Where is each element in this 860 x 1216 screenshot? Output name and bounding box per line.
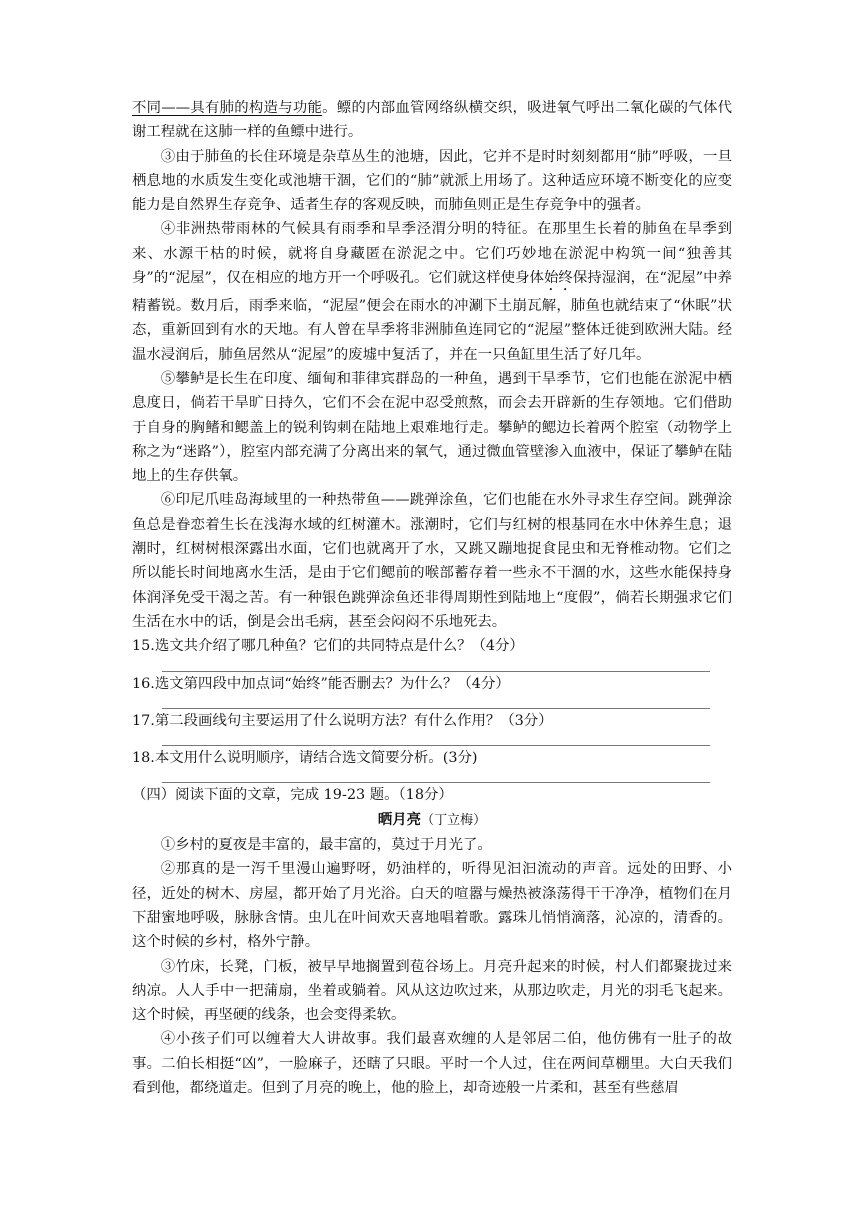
paragraph-5: ⑤攀鲈是长生在印度、缅甸和菲律宾群岛的一种鱼，遇到干旱季节，它们也能在淤泥中栖息度日，倘若干旱旷日持久，它们不会在泥中忍受煎熬，而会去开辟新的生存领地。它们借助于自身的胸鳍和鳃盖上的锐利钩刺在陆地上艰难地行走。攀鲈的鳃边长着两个腔室（动物学上称之为“迷路”），腔室内部充满了分离出来的氧气，通过微血管壁渗入血液中，保证了攀鲈在陆地上的生存供氧。 [132, 370, 732, 485]
paragraph-3: ③由于肺鱼的长住环境是杂草丛生的池塘，因此，它并不是时时刻刻都用“肺”呼吸，一旦栖息地的水质发生变化或池塘干涸，它们的“肺”就派上用场了。这种适应环境不断变化的应变能力是自然界生存竞争、适者生存的客观反映，而肺鱼则正是生存竞争中的强者。 [132, 148, 732, 214]
dotted-word: 始终 [543, 270, 573, 287]
answer-line[interactable] [162, 659, 710, 672]
question-16: 16.选文第四段中加点词“始终”能否删去？为什么？（4分） [132, 675, 510, 692]
underlined-sentence: 不同——具有肺的构造与功能 [132, 100, 323, 116]
question-17: 17.第二段画线句主要运用了什么说明方法？有什么作用？（3分） [132, 712, 553, 729]
article-paragraph-4: ④小孩子们可以缠着大人讲故事。我们最喜欢缠的人是邻居二伯，他仿佛有一肚子的故事。二伯长相挺“凶”，一脸麻子，还瞎了只眼。平时一个人过，住在两间草棚里。大白天我们看到他，都绕道走。但到了月亮的晚上，他的脸上，却奇迹般一片柔和，甚至有些慈眉 [132, 1031, 732, 1096]
article-paragraph-2: ②那真的是一泻千里漫山遍野呀，奶油样的，听得见汩汩流动的声音。远处的田野、小径，近处的树木、房屋，都开始了月光浴。白天的喧嚣与燥热被涤荡得干干净净，植物们在月下甜蜜地呼吸，脉脉含情。虫儿在叶间欢天喜地唱着歌。露珠儿悄悄滴落，沁凉的，清香的。这个时候的乡村，格外宁静。 [132, 861, 732, 951]
section-heading: （四）阅读下面的文章，完成 19-23 题。（18分） [132, 787, 453, 804]
article-title: 晒月亮（丁立梅） [377, 810, 487, 828]
question-15: 15.选文共介绍了哪几种鱼？它们的共同特点是什么？（4分） [132, 638, 524, 655]
question-18: 18.本文用什么说明顺序，请结合选文简要分析。(3分) [132, 750, 478, 767]
document-page [132, 96, 732, 1100]
answer-line[interactable] [162, 770, 710, 783]
article-author: （丁立梅） [421, 812, 487, 828]
article-paragraph-1: ①乡村的夏夜是丰富的，最丰富的，莫过于月光了。 [160, 837, 492, 854]
paragraph-6: ⑥印尼爪哇岛海域里的一种热带鱼——跳弹涂鱼，它们也能在水外寻求生存空间。跳弹涂鱼总是眷恋着生长在浅海水域的红树灌木。涨潮时，它们与红树的根基同在水中休养生息；退潮时，红树树根深露出水面，它们也就离开了水，又跳又蹦地捉食昆虫和无脊椎动物。它们之所以能长时间地离水生活，是由于它们鳃前的喉部蓄存着一些永不干涸的水，这些水能保持身体润泽免受干渴之苦。有一种银色跳弹涂鱼还非得周期性到陆地上“度假”，倘若长期强求它们生活在水中的话，倒是会出毛病，甚至会闷闷不乐地死去。 [132, 492, 732, 630]
answer-line[interactable] [162, 696, 710, 709]
passage-intro: 不同——具有肺的构造与功能。鳔的内部血管网络纵横交织，吸进氧气呼出二氧化碳的气体代谢工程就在这肺一样的鱼鳔中进行。 [132, 100, 732, 141]
paragraph-4: ④非洲热带雨林的气候具有雨季和旱季泾渭分明的特征。在那里生长着的肺鱼在旱季到来、水源干枯的时候，就将自身藏匿在淤泥之中。它们巧妙地在淤泥中构筑一间“独善其身”的“泥屋”，仅在相应的地方开一个呼吸孔。它们就这样使身体始终保持湿润，在“泥屋”中养精蓄锐。数月后，雨季来临，“泥屋”便会在雨水的冲涮下土崩瓦解，肺鱼也就结束了“休眠”状态，重新回到有水的天地。有人曾在旱季将非洲肺鱼连同它的“泥屋”整体迁徙到欧洲大陆。经温水浸润后，肺鱼居然从“泥屋”的废墟中复活了，并在一只鱼缸里生活了好几年。 [132, 221, 732, 363]
answer-line[interactable] [162, 733, 710, 746]
article-paragraph-3: ③竹床，长凳，门板，被早早地搁置到苞谷场上。月亮升起来的时候，村人们都聚拢过来纳凉。人人手中一把蒲扇，坐着或躺着。风从这边吹过来，从那边吹走，月光的羽毛飞起来。这个时候，再坚硬的线条，也会变得柔软。 [132, 958, 732, 1024]
